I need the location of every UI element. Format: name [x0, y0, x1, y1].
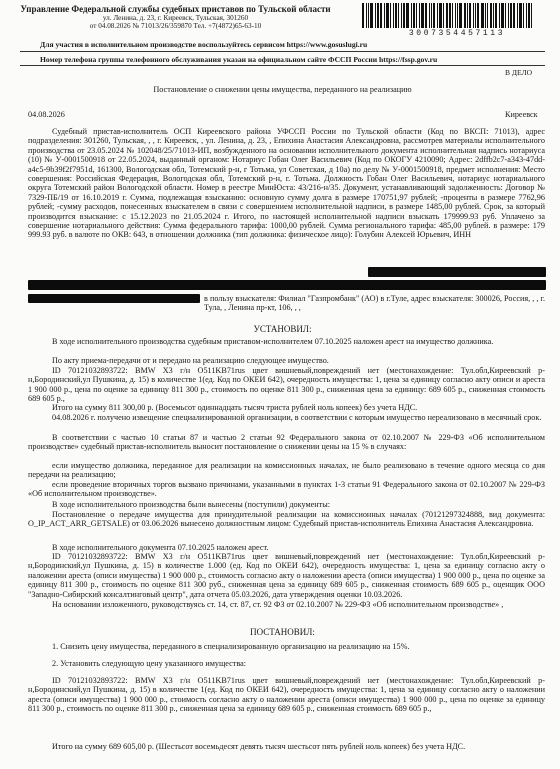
barcode-bar	[490, 3, 492, 28]
fact-paragraph: По акту приема-передачи от и передано на реализацию следующее имущество.	[52, 356, 329, 365]
barcode-bar	[473, 3, 474, 28]
barcode-bar	[501, 3, 504, 28]
barcode-bar	[419, 3, 420, 28]
barcode-bar	[362, 3, 364, 28]
law-paragraph: В соответствии с частью 10 статьи 87 и частью 2 статьи 92 Федерального закона от 02.10.2007 № 229-ФЗ «Об исполнительном производстве» судебный пристав-исполнитель выносит постановление о снижении цены на 15 % в случаях:	[28, 433, 545, 452]
barcode-bar	[464, 3, 466, 28]
barcode-bar	[455, 3, 456, 28]
delo-stamp: В ДЕЛО	[505, 68, 532, 77]
barcode-bar	[421, 3, 424, 28]
basis-paragraph: На основании изложенного, руководствуясь ст. 14, ст. 87, ст. 92 ФЗ от 02.10.2007 № 229-ФЗ «Об исполнительном производстве» ,	[52, 600, 504, 609]
case-paragraph: если имущество должника, переданное для реализации на комиссионных началах, не было реализовано в течение одного месяца со дня передачи на реализацию;	[28, 461, 545, 480]
barcode-bar	[425, 3, 427, 28]
case-paragraph: если проведение вторичных торгов вызвано причинами, указанными в пунктах 1-3 статьи 91 Федерального закона от 02.10.2007 № 229-ФЗ «Об исполнительном производстве».	[28, 480, 545, 499]
barcode-bar	[495, 3, 497, 28]
arrest-paragraph: В ходе исполнительного документа 07.10.2025 наложен арест.	[52, 543, 269, 552]
decision-item: 2. Установить следующую цену указанного имущества:	[52, 659, 247, 668]
barcode-bar	[437, 3, 438, 28]
property-paragraph: ID 70121032893722: BMW X3 г/н O511KB71rus цвет вишневый,повреждений нет (местонахождение: Тул.обл,Киреевский р-н,Бородинский,ул Пушкина, д. 15) в количестве 1.000 (ед. Код по ОКЕИ 642), очередность имущества: 1, цена за единицу согласно акту о наложении ареста (описи имущества) 1 900 000 р., стоимость согласно акту о наложении ареста (описи имущества) 1 900 000 р., цена по оценке за единицу 811 300 р., стоимость по оценке 811 300 руб., сниженная цена за единицу 689 605 р., сниженная стоимость 689 605 р., оценщик ООО "Западно-Сибирский консалтинговый центр", дата отчета 05.03.2026, дата утверждения оценки 10.03.2026.	[28, 552, 545, 599]
doc-contacts: от 04.08.2026 № 71013/26/359870 Тел. +7(4872)65-63-10	[89, 22, 262, 31]
barcode-bar	[393, 3, 394, 28]
barcode-bar	[398, 3, 399, 28]
barcode-bar	[443, 3, 444, 28]
barcode	[362, 3, 552, 28]
barcode-bar	[390, 3, 391, 28]
barcode-bar	[413, 3, 415, 28]
barcode-bar	[380, 3, 382, 28]
barcode-bar	[477, 3, 479, 28]
notice-paragraph: 04.08.2026 г. получено извещение специализированной организации, в соответствии с которым имущество нереализовано в месячный срок.	[52, 413, 542, 422]
barcode-bar	[523, 3, 524, 28]
barcode-bar	[411, 3, 412, 28]
barcode-bar	[517, 3, 518, 28]
property-paragraph: ID 70121032893722: BMW X3 г/н O511KB71rus цвет вишневый,повреждений нет (местонахождение: Тул.обл,Киреевский р-н,Бородинский,ул Пушкина, д. 15) в количестве 1(ед. Код по ОКЕИ 642), очередность имущества: 1, цена за единицу согласно акту описи и ареста 1 900 000 р., цена по оценке за единицу 811 300 р., стоимость по оценке 811 300 р., сниженная цена за единицу: 689 605 р., сниженная стоимость 689 605 р.,	[28, 366, 545, 404]
barcode-bar	[459, 3, 462, 28]
barcode-bar	[467, 3, 468, 28]
header-rule-1	[20, 51, 545, 52]
gosuslugi-note: Для участия в исполнительном производстве воспользуйтесь сервисом https://www.gosuslugi.ru	[40, 40, 368, 49]
barcode-bar	[403, 3, 405, 28]
barcode-bar	[481, 3, 484, 28]
barcode-bar	[446, 3, 448, 28]
barcode-bar	[475, 3, 476, 28]
header-rule-2	[20, 65, 545, 66]
barcode-bar	[452, 3, 453, 28]
barcode-bar	[384, 3, 385, 28]
section-postanovil: ПОСТАНОВИЛ:	[250, 627, 315, 637]
barcode-bar	[469, 3, 471, 28]
barcode-bar	[449, 3, 451, 28]
barcode-bar	[510, 3, 512, 28]
barcode-bar	[499, 3, 500, 28]
total-paragraph: Итого на сумму 811 300,00 р. (Восемьсот одиннадцать тысяч триста рублей ноль копеек) без учета НДС.	[52, 403, 418, 412]
org-name: Управление Федеральной службы судебных приставов по Тульской области	[20, 4, 331, 14]
barcode-bar	[370, 3, 373, 28]
barcode-bar	[519, 3, 522, 28]
redaction-bar	[368, 267, 546, 277]
barcode-bar	[429, 3, 430, 28]
barcode-bar	[377, 3, 379, 28]
barcode-bar	[433, 3, 435, 28]
barcode-bar	[485, 3, 486, 28]
barcode-bar	[416, 3, 417, 28]
barcode-bar	[395, 3, 397, 28]
documents-paragraph: Постановление о передаче имущества для принудительной реализации на комиссионных началах (70121297324888, вид документа: O_IP_ACT_ARR_GETSALE) от 03.06.2026 вынесено должностным лицом: Судебный пристав-исполнитель Епихина Анастасия Александровна.	[28, 510, 545, 529]
header-block	[8, 4, 343, 30]
document-city: Киреевск	[505, 110, 538, 119]
redaction-bar	[28, 294, 200, 303]
redaction-bar	[28, 280, 546, 290]
document-title: Постановление о снижении цены имущества, переданного на реализацию	[153, 85, 412, 94]
barcode-bar	[431, 3, 432, 28]
barcode-bar	[366, 3, 367, 28]
barcode-bar	[487, 3, 488, 28]
barcode-bar	[406, 3, 409, 28]
phone-note: Номер телефона группы телефонного обслуживания указан на официальном сайте ФССП России https://fssp.gov.ru	[40, 55, 438, 64]
total-paragraph: Итого на сумму 689 605,00 р. (Шестьсот восемьдесят девять тысяч шестьсот пять рублей ноль копеек) без учета НДС.	[52, 742, 466, 751]
claimant-text: в пользу взыскателя: Филиал "Газпромбанк" (АО) в г.Туле, адрес взыскателя: 300026, Россия, , , г. Тула, , Ленина пр-кт, 106, , ,	[204, 294, 545, 313]
documents-paragraph: В ходе исполнительного производства были вынесены (поступили) документы:	[52, 500, 331, 509]
barcode-bar	[368, 3, 369, 28]
barcode-bar	[505, 3, 506, 28]
barcode-bar	[531, 3, 532, 28]
barcode-bar	[513, 3, 515, 28]
barcode-bar	[526, 3, 527, 28]
barcode-bar	[439, 3, 442, 28]
barcode-bar	[493, 3, 494, 28]
fact-paragraph: В ходе исполнительного производства судебным приставом-исполнителем 07.10.2025 наложен арест на имущество должника.	[52, 337, 494, 346]
property-paragraph: ID 70121032893722: BMW X3 г/н O511KB71rus цвет вишневый,повреждений нет (местонахождение: Тул.обл,Киреевский р-н,Бородинский,ул Пушкина, д. 15) в количестве 1(ед. Код по ОКЕИ 642), очередность имущества: 1, цена за единицу согласно акту о наложении ареста (описи имущества) 1 900 000 р., стоимость согласно акту о наложении ареста (описи имущества) 1 900 000 р., цена по оценке за единицу 811 300 р., стоимость по оценке 811 300 р., сниженная цена за единицу 689 605 р., сниженная стоимость 689 605 р.,	[28, 676, 545, 714]
barcode-bar	[528, 3, 530, 28]
barcode-bar	[457, 3, 458, 28]
barcode-bar	[386, 3, 389, 28]
barcode-bar	[508, 3, 509, 28]
barcode-bar	[401, 3, 402, 28]
barcode-bar	[375, 3, 376, 28]
barcode-number: 3007354457113	[408, 29, 506, 38]
document-date: 04.08.2026	[28, 110, 65, 119]
section-ustanovil: УСТАНОВИЛ:	[253, 324, 312, 334]
decision-item: 1. Снизить цену имущества, переданного в специализированную организацию на реализацию на 15%.	[52, 642, 410, 651]
org-address: ул. Ленина, д. 23, г. Киреевск, Тульская, 301260	[102, 14, 249, 22]
intro-paragraph: Судебный пристав-исполнитель ОСП Киреевского района УФССП России по Тульской области (Код по ВКСП: 71013), адрес подразделения: 301260, Тульская, , , г. Киреевск, , ул. Ленина, д. 23, , Епихина Анастасия Александровна, рассмотрев материалы исполнительного производства от 23.05.2024 № 102048/25/71013-ИП, возбужденного на основании исполнительного документа исполнительная надпись нотариуса (10) № У-0001500918 от 22.05.2024, выданный органом: Нотариус Гобан Олег Васильевич (Код по ОКОГУ 4210090; Адрес: 2dffb2c7-a343-47dd-a4c5-9b39f2f7951d, 161300, Вологодская обл, Тотемский р-н, г Тотьма, ул Советская, д 10а) по делу № У-0001500918, предмет исполнения: Место совершения: Российская Федерация, Вологодская обл, Тотемский р-н, г. Тотьма. Должность Гобан Олег Васильевич, нотариус нотариального округа Тотемский район Вологодской области. Номер в реестре МинЮста: 43/216-н/35. Документ, устанавливающий задолженность: Договор № 7329-ПБ/19 от 16.10.2019 г. Сумма, подлежащая взысканию: основную сумму долга в размере 170751,97 рублей; -проценты в размере 7762,96 рублей; -сумму расходов, понесенных взыскателем в связи с совершением исполнительной надписи, в размере 1485,00 рублей. Срок, за который производится взыскание: с 15.12.2023 по 21.05.2024 г. Итого, по настоящей исполнительной надписи взыскать 179999.93 руб. Уплачено за совершение нотариального действия: Сумма федерального тарифа: 1000,00 рублей. Сумма регионального тарифа: 485,00 рублей. в размере: 179 999.93 руб. в валюте по ОКВ: 643, в отношении должника (тип должника: физическое лицо): Голубин Алексей Юрьевич, ИНН	[28, 127, 545, 240]
